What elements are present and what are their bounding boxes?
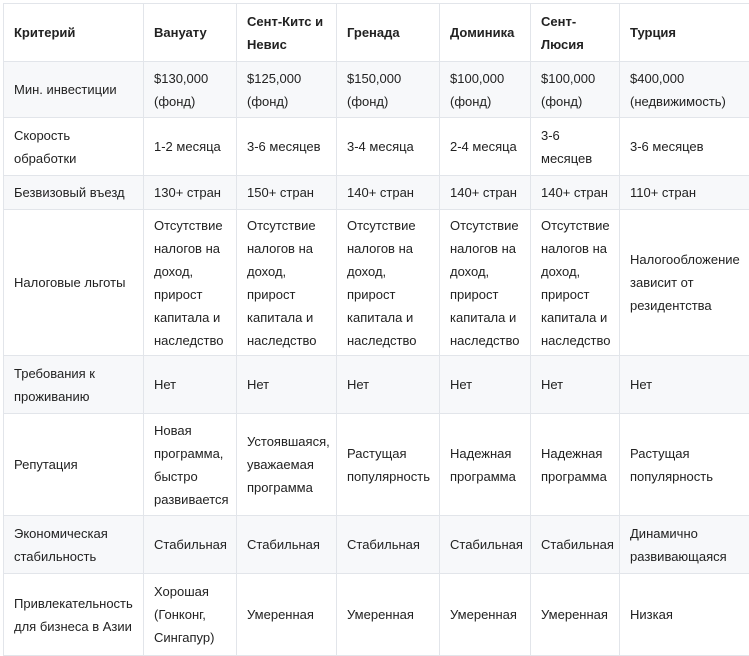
table-cell: Нет <box>440 356 531 414</box>
table-cell: 140+ стран <box>337 176 440 210</box>
table-cell: 3-6 месяцев <box>237 118 337 176</box>
table-cell: Нет <box>620 356 749 414</box>
table-cell: Нет <box>144 356 237 414</box>
table-cell: Динамично развивающаяся <box>620 516 749 574</box>
table-cell: 1-2 месяца <box>144 118 237 176</box>
table-cell: 3-6 месяцев <box>620 118 749 176</box>
table-cell: Умеренная <box>337 574 440 656</box>
table-cell: Отсутствие налогов на доход, прирост капитала и наследство <box>337 210 440 356</box>
table-cell: Стабильная <box>337 516 440 574</box>
table-cell: Отсутствие налогов на доход, прирост капитала и наследство <box>531 210 620 356</box>
table-cell: 150+ стран <box>237 176 337 210</box>
table-cell: Надежная программа <box>531 414 620 516</box>
table-cell: Новая программа, быстро развивается <box>144 414 237 516</box>
table-cell: Отсутствие налогов на доход, прирост капитала и наследство <box>440 210 531 356</box>
table-cell: 3-6 месяцев <box>531 118 620 176</box>
table-cell: $150,000 (фонд) <box>337 62 440 118</box>
table-cell: Низкая <box>620 574 749 656</box>
table-cell: Стабильная <box>531 516 620 574</box>
table-cell: Нет <box>337 356 440 414</box>
table-cell: Требования к проживанию <box>4 356 144 414</box>
table-cell: 130+ стран <box>144 176 237 210</box>
header-vanuatu: Вануату <box>144 4 237 62</box>
table-cell: Умеренная <box>237 574 337 656</box>
table-cell: Отсутствие налогов на доход, прирост капитала и наследство <box>144 210 237 356</box>
table-cell: Растущая популярность <box>620 414 749 516</box>
table-cell: Скорость обработки <box>4 118 144 176</box>
table-cell: Нет <box>531 356 620 414</box>
table-cell: Экономическая стабильность <box>4 516 144 574</box>
table-cell: Растущая популярность <box>337 414 440 516</box>
table-cell: Налоговые льготы <box>4 210 144 356</box>
table-cell: 110+ стран <box>620 176 749 210</box>
table-cell: Отсутствие налогов на доход, прирост капитала и наследство <box>237 210 337 356</box>
table-cell: Хорошая (Гонконг, Сингапур) <box>144 574 237 656</box>
table-cell: Умеренная <box>440 574 531 656</box>
table-cell: Устоявшаяся, уважаемая программа <box>237 414 337 516</box>
table-cell: 2-4 месяца <box>440 118 531 176</box>
header-dominica: Доминика <box>440 4 531 62</box>
header-grenada: Гренада <box>337 4 440 62</box>
table-cell: $100,000 (фонд) <box>440 62 531 118</box>
table-cell: $100,000 (фонд) <box>531 62 620 118</box>
header-turkey: Турция <box>620 4 749 62</box>
header-saint-kitts-nevis: Сент-Китс и Невис <box>237 4 337 62</box>
table-cell: Умеренная <box>531 574 620 656</box>
table-cell: 140+ стран <box>531 176 620 210</box>
comparison-table <box>3 3 749 656</box>
table-cell: Налогообложение зависит от резидентства <box>620 210 749 356</box>
table-cell: Стабильная <box>440 516 531 574</box>
table-cell: $400,000 (недвижимость) <box>620 62 749 118</box>
table-cell: Мин. инвестиции <box>4 62 144 118</box>
table-cell: Репутация <box>4 414 144 516</box>
table-cell: Привлекательность для бизнеса в Азии <box>4 574 144 656</box>
table-cell: Нет <box>237 356 337 414</box>
table-cell: $130,000 (фонд) <box>144 62 237 118</box>
table-cell: Безвизовый въезд <box>4 176 144 210</box>
table-cell: Стабильная <box>144 516 237 574</box>
table-cell: $125,000 (фонд) <box>237 62 337 118</box>
header-criterion: Критерий <box>4 4 144 62</box>
header-saint-lucia: Сент- Люсия <box>531 4 620 62</box>
table-cell: 3-4 месяца <box>337 118 440 176</box>
table-cell: 140+ стран <box>440 176 531 210</box>
table-cell: Стабильная <box>237 516 337 574</box>
table-cell: Надежная программа <box>440 414 531 516</box>
